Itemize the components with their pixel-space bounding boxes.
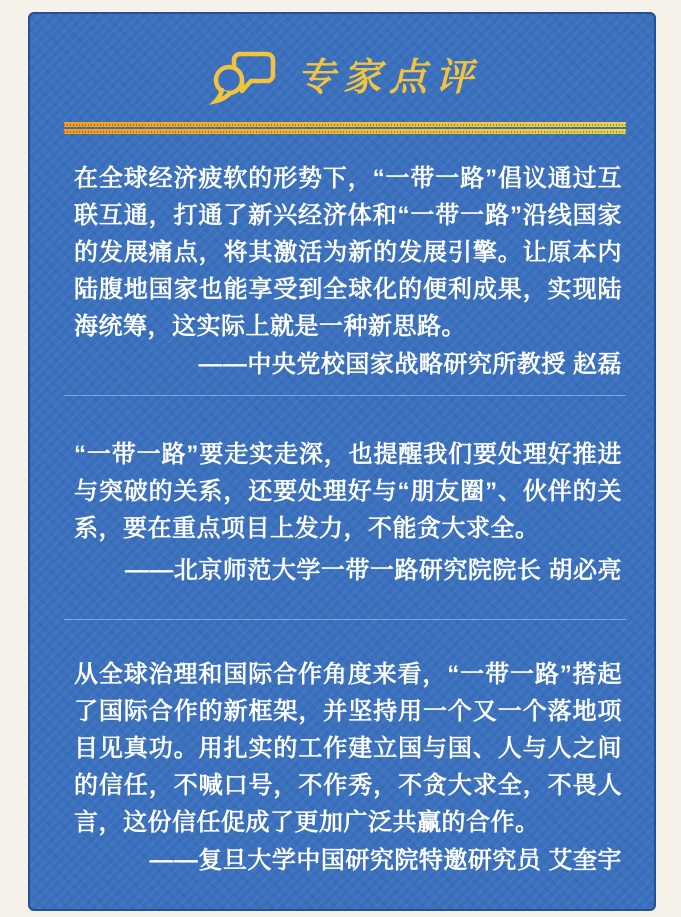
section-header xyxy=(64,46,626,108)
gold-double-divider xyxy=(64,122,626,134)
comment-attribution: ——北京师范大学一带一路研究院院长 胡必亮 xyxy=(124,557,622,584)
expert-commentary-card xyxy=(28,12,656,911)
comment-text: 从全球治理和国际合作角度来看，“一带一路”搭起了国际合作的新框架，并坚持用一个又一个落地项目见真功。用扎实的工作建立国与国、人与人之间的信任，不喊口号，不作秀，不贪大求全，不畏人言，这份信任促成了更加广泛共赢的合作。 xyxy=(74,661,622,836)
comment-block-2 xyxy=(64,436,626,583)
section-title: 专家点评 xyxy=(296,54,481,99)
section-divider xyxy=(64,395,626,396)
comment-attribution: ——中央党校国家战略研究所教授 赵磊 xyxy=(198,351,622,378)
comment-block-3 xyxy=(64,656,626,873)
comment-block-1 xyxy=(64,160,626,377)
comment-text: 在全球经济疲软的形势下，“一带一路”倡议通过互联互通，打通了新兴经济体和“一带一路”沿线国家的发展痛点，将其激活为新的发展引擎。让原本内陆腹地国家也能享受到全球化的便利成果，实现陆海统筹，这实际上就是一种新思路。 xyxy=(74,165,622,340)
comment-text: “一带一路”要走实走深，也提醒我们要处理好推进与突破的关系，还要处理好与“朋友圈”、伙伴的关系，要在重点项目上发力，不能贪大求全。 xyxy=(74,441,622,542)
gold-bar-top xyxy=(64,122,626,127)
comment-attribution: ——复旦大学中国研究院特邀研究员 艾奎宇 xyxy=(149,847,622,874)
speech-bubbles-icon xyxy=(209,47,279,107)
gold-bar-bottom xyxy=(64,129,626,134)
section-divider xyxy=(64,619,626,620)
